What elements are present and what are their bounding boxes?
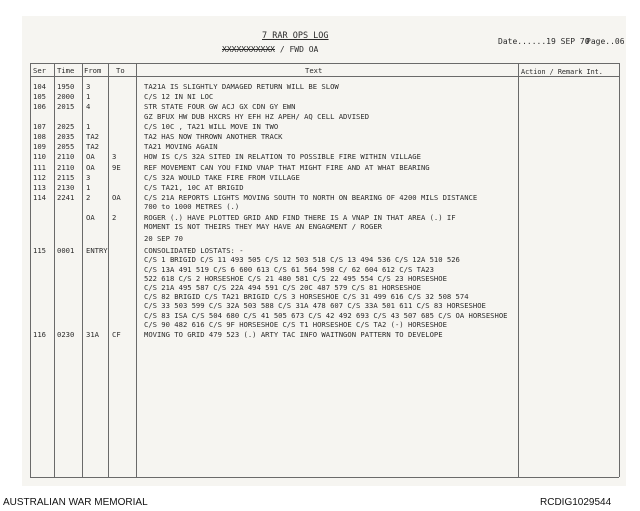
- row-text-line: MOMENT IS NOT THEIRS THEY MAY HAVE AN ENGAGMENT / ROGER: [144, 221, 382, 231]
- row-text-line: C/S 10C , TA21 WILL MOVE IN TWO: [144, 121, 279, 131]
- row-text-line: 522 618 C/S 2 HORSESHOE C/S 21 480 581 C/S 22 495 554 C/S 23 HORSESHOE: [144, 273, 447, 283]
- row-ser: 104: [33, 82, 46, 91]
- log-subtitle: [222, 45, 318, 54]
- row-text-line: MOVING TO GRID 479 523 (.) ARTY TAC INFO WAITNGON PATTERN TO DEVELOPE: [144, 330, 443, 339]
- col-header-action: Action / Remark Int.: [521, 68, 603, 76]
- subtitle-text: / FWD OA: [279, 45, 319, 54]
- log-title: 7 RAR OPS LOG: [262, 31, 329, 41]
- row-time: 2115: [57, 172, 75, 182]
- row-to: 3: [112, 152, 117, 162]
- col-divider: [54, 63, 55, 477]
- row-from: 1: [86, 92, 91, 102]
- row-from: 2: [86, 193, 91, 203]
- row-text-line: C/S 13A 491 519 C/S 6 600 613 C/S 61 564 598 C/ 62 604 612 C/S TA23: [144, 264, 434, 274]
- row-ser: 110: [33, 152, 46, 162]
- row-text-line: 700 to 1000 METRES (.): [144, 202, 240, 212]
- table-top-border: [30, 63, 619, 64]
- row-text-line: C/S 21A REPORTS LIGHTS MOVING SOUTH TO NORTH ON BEARING OF 4200 MILS DISTANCE: [144, 193, 478, 203]
- row-time: 0001: [57, 246, 75, 256]
- col-header-from: From: [84, 66, 102, 75]
- row-text-line: STR STATE FOUR GW ACJ GX CDN GY EWN: [144, 102, 296, 112]
- col-divider: [108, 63, 109, 477]
- row-ser: 107: [33, 121, 46, 131]
- col-divider: [30, 63, 31, 477]
- row-text-line: ROGER (.) HAVE PLOTTED GRID AND FIND THERE IS A VNAP IN THAT AREA (.) IF: [144, 212, 456, 222]
- row-from: 1: [86, 183, 91, 192]
- row-ser: 111: [33, 162, 46, 172]
- row-ser: 108: [33, 132, 46, 141]
- row-time: 2110: [57, 162, 75, 172]
- row-ser: 106: [33, 102, 46, 112]
- row-ser: 115: [33, 246, 46, 256]
- col-divider: [619, 63, 620, 477]
- col-header-text: Text: [305, 66, 323, 75]
- row-ser: 116: [33, 330, 46, 339]
- row-text-line: C/S 21A 495 587 C/S 22A 494 591 C/S 20C 487 579 C/S 81 HORSESHOE: [144, 283, 421, 292]
- date-label: Date: [498, 37, 518, 46]
- row-time: 2035: [57, 132, 75, 141]
- page-label: Page: [586, 37, 606, 46]
- row-text-line: C/S 83 ISA C/S 504 680 C/S 41 505 673 C/S 42 492 693 C/S 43 507 685 C/S OA HORSESHOE: [144, 310, 508, 320]
- footer-archive: AUSTRALIAN WAR MEMORIAL: [3, 497, 148, 508]
- row-from: 3: [86, 172, 91, 182]
- col-divider: [136, 63, 137, 477]
- row-text-line: HOW IS C/S 32A SITED IN RELATION TO POSSIBLE FIRE WITHIN VILLAGE: [144, 152, 421, 162]
- row-from: TA2: [86, 142, 99, 152]
- row-text-line: GZ BFUX HW DUB HXCRS HY EFH HZ APEH/ AQ CELL ADVISED: [144, 111, 370, 121]
- row-time: 2055: [57, 142, 75, 152]
- row-ser: 112: [33, 172, 46, 182]
- row-text-line: TA2 HAS NOW THROWN ANOTHER TRACK: [144, 132, 283, 141]
- row-time: 1950: [57, 82, 75, 91]
- row-ser: 109: [33, 142, 46, 152]
- col-header-to: To: [116, 66, 125, 75]
- col-header-time: Time: [57, 66, 75, 75]
- row-time: 2110: [57, 152, 75, 162]
- row-text-line: 20 SEP 70: [144, 234, 183, 243]
- row-to: OA: [112, 193, 121, 203]
- page-field: Page..06: [586, 37, 625, 46]
- row-from: OA: [86, 212, 95, 222]
- row-time: 2000: [57, 92, 75, 102]
- row-text-line: REF MOVEMENT CAN YOU FIND VNAP THAT MIGHT FIRE AND AT WHAT BEARING: [144, 162, 430, 172]
- row-from: 4: [86, 102, 91, 112]
- row-text-line: C/S TA21, 10C AT BRIGID: [144, 183, 244, 192]
- row-time: 0230: [57, 330, 75, 339]
- row-ser: 113: [33, 183, 46, 192]
- footer-ref: RCDIG1029544: [540, 497, 612, 508]
- row-text-line: C/S 82 BRIGID C/S TA21 BRIGID C/S 3 HORSESHOE C/S 31 499 616 C/S 32 508 574: [144, 292, 469, 302]
- row-text-line: C/S 33 503 599 C/S 32A 503 588 C/S 31A 478 607 C/S 33A 501 611 C/S 83 HORSESHOE: [144, 301, 486, 311]
- row-text-line: C/S 32A WOULD TAKE FIRE FROM VILLAGE: [144, 172, 300, 182]
- row-to: 2: [112, 212, 117, 222]
- col-header-ser: Ser: [33, 66, 46, 75]
- row-text-line: C/S 1 BRIGID C/S 11 493 505 C/S 12 503 518 C/S 13 494 536 C/S 12A 510 526: [144, 255, 460, 265]
- row-from: 1: [86, 121, 91, 131]
- struck-text: XXXXXXXXXXX: [222, 45, 275, 54]
- row-time: 2015: [57, 102, 75, 112]
- row-to: 9E: [112, 162, 121, 172]
- page-value: 06: [614, 37, 625, 46]
- table-bottom-border: [30, 477, 619, 478]
- date-value: 19 SEP 70: [546, 37, 590, 46]
- row-from: OA: [86, 152, 95, 162]
- col-divider: [518, 63, 519, 477]
- row-ser: 105: [33, 92, 46, 102]
- col-divider: [82, 63, 83, 477]
- date-field: Date......19 SEP 70: [498, 37, 590, 46]
- row-ser: 114: [33, 193, 46, 203]
- row-from: 31A: [86, 330, 99, 339]
- row-to: CF: [112, 330, 121, 339]
- row-from: OA: [86, 162, 95, 172]
- row-from: TA2: [86, 132, 99, 141]
- row-text-line: TA21 MOVING AGAIN: [144, 142, 218, 152]
- row-text-line: CONSOLIDATED LOSTATS: -: [144, 246, 244, 256]
- row-time: 2130: [57, 183, 75, 192]
- row-text-line: C/S 12 IN NI LOC: [144, 92, 214, 102]
- row-from: 3: [86, 82, 91, 91]
- row-time: 2025: [57, 121, 75, 131]
- row-from: ENTRY: [86, 246, 108, 256]
- row-time: 2241: [57, 193, 75, 203]
- row-text-line: TA21A IS SLIGHTLY DAMAGED RETURN WILL BE SLOW: [144, 82, 339, 91]
- row-text-line: C/S 90 482 616 C/S 9F HORSESHOE C/S T1 HORSESHOE C/S TA2 (-) HORSESHOE: [144, 319, 447, 329]
